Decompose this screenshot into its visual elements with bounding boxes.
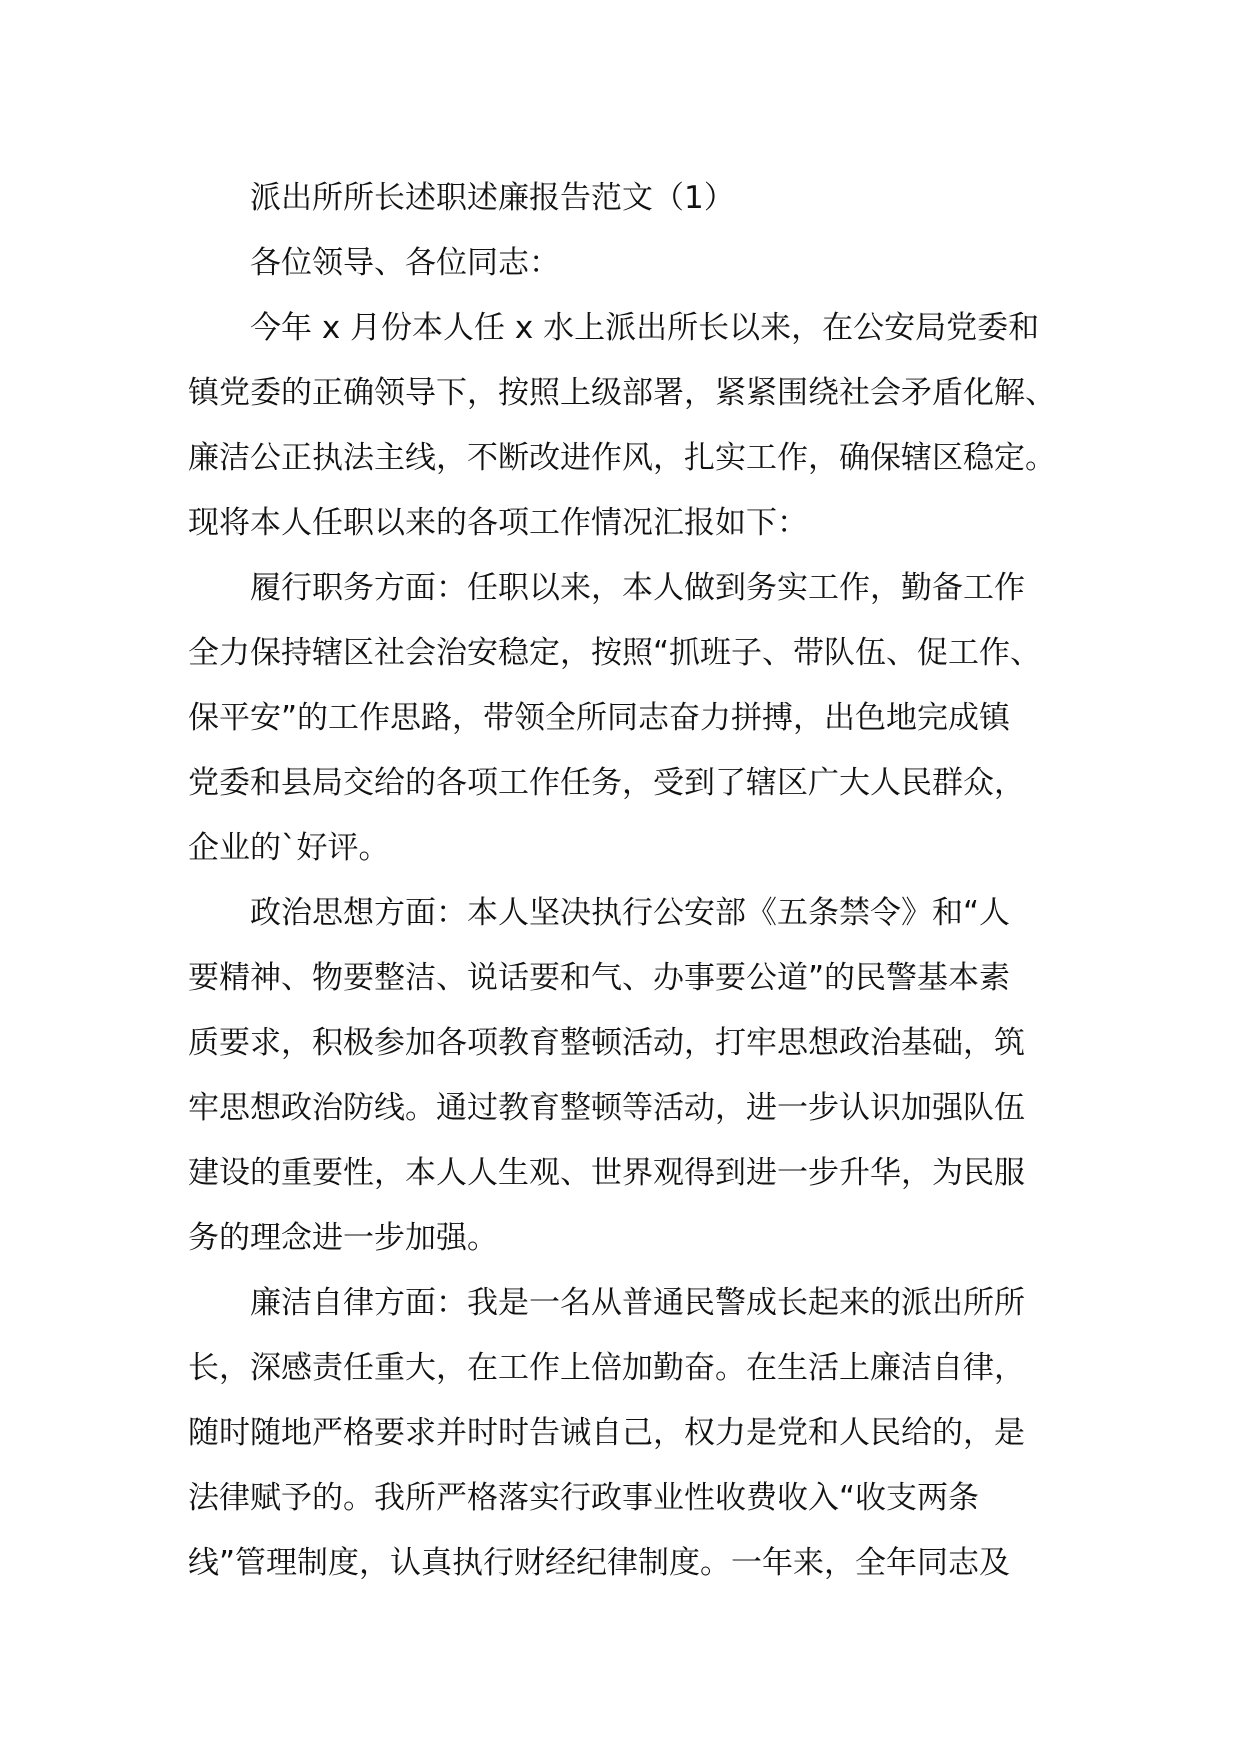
text-line: 全力保持辖区社会治安稳定，按照“抓班子、带队伍、促工作、 <box>188 635 1042 671</box>
text-line: 今年 x 月份本人任 x 水上派出所长以来，在公安局党委和 <box>250 310 1040 346</box>
text-line: 质要求，积极参加各项教育整顿活动，打牢思想政治基础，筑 <box>188 1025 1025 1061</box>
salutation: 各位领导、各位同志： <box>250 245 560 281</box>
text-line: 长，深感责任重大，在工作上倍加勤奋。在生活上廉洁自律， <box>188 1350 1025 1386</box>
text-line: 保平安”的工作思路，带领全所同志奋力拼搏，出色地完成镇 <box>188 700 1011 736</box>
text-line: 镇党委的正确领导下，按照上级部署，紧紧围绕社会矛盾化解、 <box>188 375 1056 411</box>
text-line: 政治思想方面：本人坚决执行公安部《五条禁令》和“人 <box>250 895 1011 931</box>
text-line: 要精神、物要整洁、说话要和气、办事要公道”的民警基本素 <box>188 960 1011 996</box>
text-line: 党委和县局交给的各项工作任务，受到了辖区广大人民群众， <box>188 765 1025 801</box>
text-line: 随时随地严格要求并时时告诫自己，权力是党和人民给的，是 <box>188 1415 1025 1451</box>
text-line: 牢思想政治防线。通过教育整顿等活动，进一步认识加强队伍 <box>188 1090 1025 1126</box>
text-line: 法律赋予的。我所严格落实行政事业性收费收入“收支两条 <box>188 1480 980 1516</box>
text-line: 廉洁公正执法主线，不断改进作风，扎实工作，确保辖区稳定。 <box>188 440 1056 476</box>
text-line: 廉洁自律方面：我是一名从普通民警成长起来的派出所所 <box>250 1285 1025 1321</box>
document-body <box>188 166 1068 1596</box>
text-line: 现将本人任职以来的各项工作情况汇报如下： <box>188 505 808 541</box>
document-title: 派出所所长述职述廉报告范文（1） <box>250 180 735 216</box>
text-line: 务的理念进一步加强。 <box>188 1220 498 1256</box>
text-line: 建设的重要性，本人人生观、世界观得到进一步升华，为民服 <box>188 1155 1025 1191</box>
text-line: 履行职务方面：任职以来，本人做到务实工作，勤备工作 <box>250 570 1025 606</box>
text-line: 线”管理制度，认真执行财经纪律制度。一年来，全年同志及 <box>188 1545 1011 1581</box>
text-line: 企业的`好评。 <box>188 830 390 866</box>
